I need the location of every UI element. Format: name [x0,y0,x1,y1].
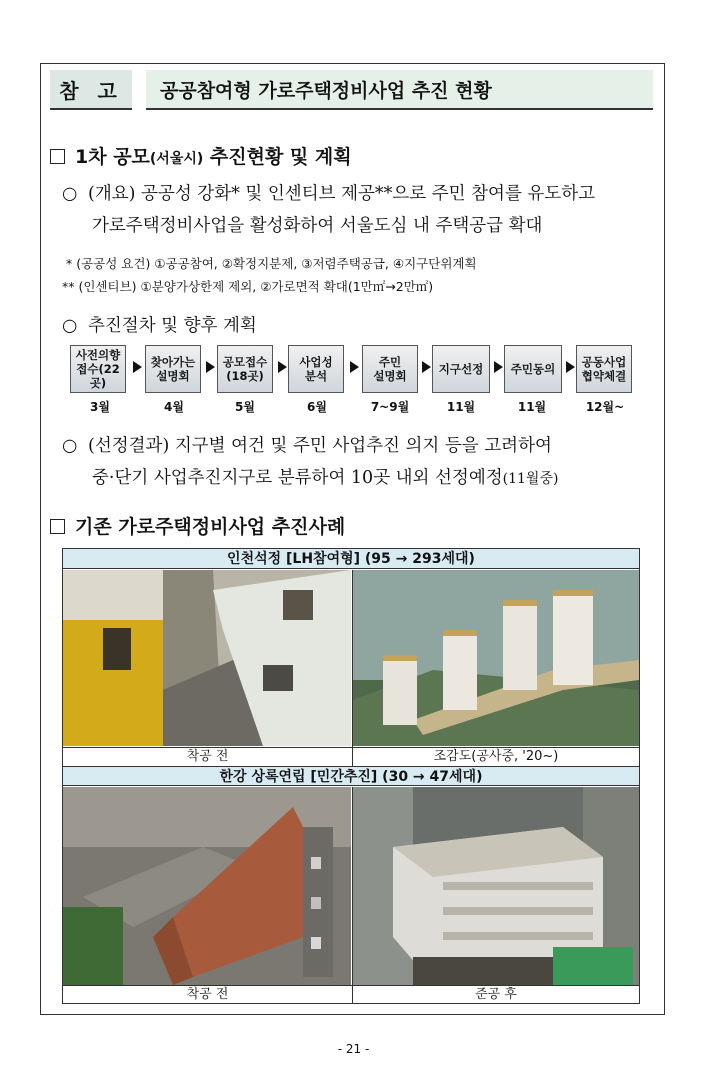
step-box: 주민동의 [504,345,562,393]
step-box: 사업성 분석 [288,345,344,393]
result-line2: 중·단기 사업추진지구로 분류하여 10곳 내외 선정예정 [92,468,503,488]
section1-title-paren: (서울시) [149,151,204,167]
step-month: 12월~ [585,400,625,414]
procedure-flow [70,345,632,405]
case2-before-label: 착공 전 [63,985,352,1003]
step-box: 지구선정 [432,345,490,393]
case2-after-label: 준공 후 [353,985,639,1003]
section2-heading [50,512,345,539]
table-divider [352,787,353,1003]
step-month: 6월 [307,400,327,414]
section1-heading [50,142,352,169]
case1-caption: 인천석정 [LH참여형] (95 → 293세대) [63,549,639,569]
checkbox-icon [50,149,65,164]
overview-line1: (개요) 공공성 강화* 및 인센티브 제공**으로 주민 참여를 유도하고 [88,184,596,204]
note-public: * (공공성 요건) ①공공참여, ②확정지분제, ③저렴주택공급, ④지구단위계획 [66,256,477,271]
reference-title: 공공참여형 가로주택정비사업 추진 현황 [146,70,653,110]
step-month: 4월 [164,400,184,414]
case2-caption: 한강 상록연립 [민간추진] (30 → 47세대) [63,766,639,786]
bullet-circle-icon: ○ [62,184,78,204]
case-table [62,548,640,1004]
bullet-circle-icon: ○ [62,436,78,456]
arrow-right-icon [350,361,359,373]
case1-after-label: 조감도(공사중, '20~) [353,747,639,765]
result-line1: (선정결과) 지구별 여건 및 주민 사업추진 의지 등을 고려하여 [88,436,552,456]
procedure-title: 추진절차 및 향후 계획 [88,316,257,336]
step-month: 7~9월 [370,400,410,414]
step-box: 주민 설명회 [362,345,418,393]
case1-rendering-photo [353,570,639,746]
overview-line2: 가로주택정비사업을 활성화하여 서울도심 내 주택공급 확대 [92,216,543,236]
arrow-right-icon [566,361,575,373]
reference-header [50,70,655,110]
result-bullet [62,430,558,495]
arrow-right-icon [422,361,431,373]
case1-before-label: 착공 전 [63,747,352,765]
section2-title: 기존 가로주택정비사업 추진사례 [75,516,346,538]
step-box: 공모접수 (18곳) [217,345,273,393]
step-month: 11월 [446,400,476,414]
checkbox-icon [50,519,65,534]
section1-title-rest: 추진현황 및 계획 [203,146,352,168]
step-month: 3월 [90,400,110,414]
arrow-right-icon [494,361,503,373]
step-box: 공동사업 협약체결 [576,345,632,393]
step-box: 사전의향 접수(22곳) [70,345,126,393]
arrow-right-icon [206,361,215,373]
bullet-circle-icon: ○ [62,316,78,336]
case1-before-photo [63,570,351,746]
arrow-right-icon [133,361,142,373]
case2-after-photo [353,787,639,985]
step-month: 5월 [235,400,255,414]
section1-title-main: 1차 공모 [75,146,150,168]
step-box: 찾아가는 설명회 [145,345,201,393]
reference-tag: 참 고 [50,70,132,110]
procedure-bullet [62,310,257,342]
note-incentive: ** (인센티브) ①분양가상한제 제외, ②가로면적 확대(1만㎡→2만㎡) [62,279,434,294]
step-month: 11월 [517,400,547,414]
arrow-right-icon [278,361,287,373]
result-paren: (11월중) [502,471,559,487]
page-number: - 21 - [337,1042,370,1056]
case2-before-photo [63,787,351,985]
overview-bullet [62,178,595,242]
